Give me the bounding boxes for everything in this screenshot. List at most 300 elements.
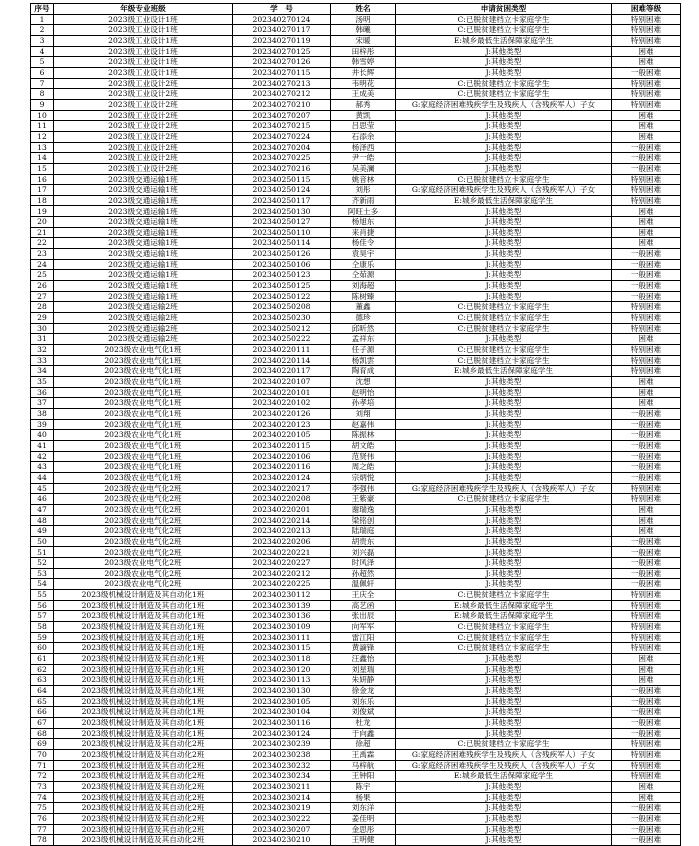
row-student-id: 202340270117 [233,25,331,36]
row-student-id: 202340220227 [233,558,331,569]
row-class: 2023级农业电气化1班 [54,366,233,377]
header-row [31,4,681,15]
row-poverty-type: J:其他类型 [396,217,612,228]
row-class: 2023级工业设计2班 [54,163,233,174]
table-row [31,430,681,441]
row-name: 胡贵东 [331,536,396,547]
row-name: 李强伟 [331,483,396,494]
row-name: 周之皓 [331,462,396,473]
row-class: 2023级工业设计1班 [54,67,233,78]
row-difficulty-level: 特别困难 [612,99,681,110]
table-row [31,142,681,153]
row-student-id: 202340230232 [233,760,331,771]
row-class: 2023级机械设计制造及其自动化1班 [54,717,233,728]
row-name: 井长辉 [331,67,396,78]
row-poverty-type: J:其他类型 [396,717,612,728]
row-seq: 62 [31,664,54,675]
row-class: 2023级交通运输1班 [54,174,233,185]
row-name: 刘东洋 [331,803,396,814]
row-class: 2023级交通运输1班 [54,195,233,206]
row-class: 2023级交通运输1班 [54,217,233,228]
row-difficulty-level: 一般困难 [612,163,681,174]
table-row [31,813,681,824]
row-student-id: 202340270125 [233,46,331,57]
row-student-id: 202340250106 [233,259,331,270]
row-class: 2023级机械设计制造及其自动化1班 [54,686,233,697]
row-poverty-type: J:其他类型 [396,813,612,824]
row-difficulty-level: 特别困难 [612,35,681,46]
row-class: 2023级工业设计1班 [54,57,233,68]
row-class: 2023级农业电气化2班 [54,568,233,579]
row-difficulty-level: 一般困难 [612,142,681,153]
row-name: 张出辰 [331,611,396,622]
row-poverty-type: J:其他类型 [396,249,612,260]
row-class: 2023级交通运输2班 [54,313,233,324]
row-class: 2023级机械设计制造及其自动化1班 [54,664,233,675]
row-class: 2023级农业电气化1班 [54,398,233,409]
row-poverty-type: G:家庭经济困难残疾学生及残疾人（含残疾军人）子女 [396,749,612,760]
row-name: 任子源 [331,345,396,356]
row-class: 2023级工业设计2班 [54,142,233,153]
row-name: 吕思莹 [331,121,396,132]
row-class: 2023级交通运输1班 [54,238,233,249]
row-difficulty-level: 一般困难 [612,462,681,473]
row-student-id: 202340230115 [233,643,331,654]
table-row [31,781,681,792]
row-seq: 32 [31,345,54,356]
row-student-id: 202340230118 [233,654,331,665]
row-seq: 72 [31,771,54,782]
row-poverty-type: C:已脱贫建档立卡家庭学生 [396,313,612,324]
row-seq: 25 [31,270,54,281]
row-seq: 12 [31,131,54,142]
row-class: 2023级交通运输1班 [54,270,233,281]
row-student-id: 202340220126 [233,408,331,419]
table-row [31,558,681,569]
row-poverty-type: J:其他类型 [396,696,612,707]
row-name: 王紫豪 [331,494,396,505]
row-student-id: 202340230105 [233,696,331,707]
table-row [31,664,681,675]
row-poverty-type: J:其他类型 [396,686,612,697]
row-class: 2023级工业设计1班 [54,35,233,46]
row-name: 王禹霖 [331,749,396,760]
row-class: 2023级机械设计制造及其自动化2班 [54,781,233,792]
table-row [31,57,681,68]
row-student-id: 202340220213 [233,526,331,537]
table-row [31,675,681,686]
table-row [31,419,681,430]
row-seq: 76 [31,813,54,824]
row-name: 黄謫锋 [331,643,396,654]
row-poverty-type: J:其他类型 [396,664,612,675]
table-row [31,334,681,345]
row-poverty-type: J:其他类型 [396,419,612,430]
table-row [31,345,681,356]
table-row [31,249,681,260]
row-student-id: 202340250125 [233,281,331,292]
row-name: 董鑫 [331,302,396,313]
row-difficulty-level: 困难 [612,526,681,537]
row-name: 刘东乐 [331,696,396,707]
row-poverty-type: J:其他类型 [396,568,612,579]
row-poverty-type: J:其他类型 [396,430,612,441]
row-student-id: 202340230214 [233,792,331,803]
row-student-id: 202340220214 [233,515,331,526]
row-student-id: 202340230113 [233,675,331,686]
row-class: 2023级交通运输1班 [54,206,233,217]
row-poverty-type: J:其他类型 [396,835,612,846]
row-student-id: 202340250126 [233,249,331,260]
table-row [31,462,681,473]
table-row [31,760,681,771]
table-row [31,717,681,728]
row-name: 孙孝培 [331,398,396,409]
row-poverty-type: E:城乡最低生活保障家庭学生 [396,195,612,206]
row-poverty-type: J:其他类型 [396,536,612,547]
row-seq: 54 [31,579,54,590]
row-poverty-type: J:其他类型 [396,131,612,142]
row-student-id: 202340250127 [233,217,331,228]
row-poverty-type: E:城乡最低生活保障家庭学生 [396,611,612,622]
row-class: 2023级机械设计制造及其自动化2班 [54,792,233,803]
row-poverty-type: J:其他类型 [396,781,612,792]
row-class: 2023级农业电气化2班 [54,526,233,537]
row-name: 杨旭东 [331,217,396,228]
row-class: 2023级交通运输1班 [54,259,233,270]
row-name: 姜佳明 [331,813,396,824]
row-seq: 1 [31,14,54,25]
row-name: 陆瑞庭 [331,526,396,537]
row-difficulty-level: 一般困难 [612,696,681,707]
row-difficulty-level: 困难 [612,515,681,526]
row-student-id: 202340270215 [233,121,331,132]
row-student-id: 202340230124 [233,728,331,739]
row-poverty-type: J:其他类型 [396,547,612,558]
row-class: 2023级机械设计制造及其自动化1班 [54,696,233,707]
row-student-id: 202340220114 [233,355,331,366]
table-row [31,131,681,142]
row-name: 刘俊斌 [331,707,396,718]
row-name: 宗炳悦 [331,472,396,483]
row-seq: 67 [31,717,54,728]
row-class: 2023级农业电气化1班 [54,472,233,483]
row-seq: 73 [31,781,54,792]
row-student-id: 202340230222 [233,813,331,824]
row-student-id: 202340220201 [233,504,331,515]
row-class: 2023级工业设计1班 [54,14,233,25]
row-difficulty-level: 一般困难 [612,67,681,78]
row-poverty-type: C:已脱贫建档立卡家庭学生 [396,590,612,601]
row-poverty-type: C:已脱贫建档立卡家庭学生 [396,302,612,313]
row-seq: 41 [31,440,54,451]
row-name: 杨果 [331,792,396,803]
table-row [31,579,681,590]
row-class: 2023级工业设计1班 [54,46,233,57]
table-row [31,291,681,302]
table-row [31,217,681,228]
row-name: 孟祥东 [331,334,396,345]
row-poverty-type: J:其他类型 [396,526,612,537]
row-class: 2023级机械设计制造及其自动化1班 [54,600,233,611]
row-class: 2023级机械设计制造及其自动化1班 [54,611,233,622]
row-poverty-type: C:已脱贫建档立卡家庭学生 [396,643,612,654]
row-name: 陈树臻 [331,291,396,302]
row-name: 沈想 [331,376,396,387]
row-poverty-type: E:城乡最低生活保障家庭学生 [396,366,612,377]
row-difficulty-level: 困难 [612,121,681,132]
row-class: 2023级机械设计制造及其自动化2班 [54,813,233,824]
row-seq: 34 [31,366,54,377]
header-difficulty-level: 困难等级 [612,4,681,15]
row-difficulty-level: 特别困难 [612,494,681,505]
row-name: 温佩轩 [331,579,396,590]
row-name: 杜龙 [331,717,396,728]
row-name: 齐新雨 [331,195,396,206]
row-seq: 74 [31,792,54,803]
row-seq: 30 [31,323,54,334]
row-name: 范贤伟 [331,451,396,462]
row-name: 徐超 [331,739,396,750]
row-seq: 69 [31,739,54,750]
table-row [31,515,681,526]
row-seq: 7 [31,78,54,89]
row-class: 2023级农业电气化1班 [54,408,233,419]
row-name: 王成美 [331,89,396,100]
row-student-id: 202340230139 [233,600,331,611]
row-student-id: 202340250110 [233,227,331,238]
row-difficulty-level: 特别困难 [612,174,681,185]
row-class: 2023级农业电气化2班 [54,558,233,569]
row-poverty-type: J:其他类型 [396,163,612,174]
row-difficulty-level: 特别困难 [612,313,681,324]
row-difficulty-level: 一般困难 [612,568,681,579]
row-poverty-type: C:已脱贫建档立卡家庭学生 [396,25,612,36]
row-class: 2023级农业电气化1班 [54,451,233,462]
row-seq: 40 [31,430,54,441]
row-difficulty-level: 特别困难 [612,749,681,760]
row-student-id: 202340270210 [233,99,331,110]
row-name: 于向鑫 [331,728,396,739]
row-name: 谢瑞逸 [331,504,396,515]
row-seq: 38 [31,408,54,419]
row-class: 2023级工业设计2班 [54,121,233,132]
row-seq: 56 [31,600,54,611]
row-seq: 46 [31,494,54,505]
row-name: 来肖捷 [331,227,396,238]
row-seq: 8 [31,89,54,100]
row-difficulty-level: 特别困难 [612,366,681,377]
row-poverty-type: J:其他类型 [396,142,612,153]
row-poverty-type: E:城乡最低生活保障家庭学生 [396,600,612,611]
table-row [31,259,681,270]
table-row [31,440,681,451]
row-difficulty-level: 困难 [612,675,681,686]
row-student-id: 202340230130 [233,686,331,697]
table-row [31,686,681,697]
row-seq: 10 [31,110,54,121]
row-poverty-type: G:家庭经济困难残疾学生及残疾人（含残疾军人）子女 [396,185,612,196]
row-name: 金思彤 [331,824,396,835]
row-seq: 13 [31,142,54,153]
row-poverty-type: C:已脱贫建档立卡家庭学生 [396,14,612,25]
row-difficulty-level: 困难 [612,227,681,238]
row-difficulty-level: 一般困难 [612,835,681,846]
row-poverty-type: J:其他类型 [396,515,612,526]
row-seq: 43 [31,462,54,473]
row-name: 徐金龙 [331,686,396,697]
row-class: 2023级农业电气化2班 [54,536,233,547]
table-row [31,803,681,814]
row-seq: 16 [31,174,54,185]
row-seq: 17 [31,185,54,196]
row-poverty-type: J:其他类型 [396,728,612,739]
row-poverty-type: C:已脱贫建档立卡家庭学生 [396,89,612,100]
row-difficulty-level: 特别困难 [612,643,681,654]
row-poverty-type: J:其他类型 [396,579,612,590]
row-difficulty-level: 困难 [612,398,681,409]
row-seq: 2 [31,25,54,36]
row-seq: 63 [31,675,54,686]
row-student-id: 202340230219 [233,803,331,814]
table-row [31,504,681,515]
table-row [31,121,681,132]
row-student-id: 202340220123 [233,419,331,430]
row-student-id: 202340220124 [233,472,331,483]
row-difficulty-level: 困难 [612,206,681,217]
row-class: 2023级机械设计制造及其自动化2班 [54,824,233,835]
row-poverty-type: J:其他类型 [396,270,612,281]
row-name: 雷江阳 [331,632,396,643]
row-seq: 3 [31,35,54,46]
table-row [31,590,681,601]
row-class: 2023级交通运输1班 [54,249,233,260]
table-row [31,536,681,547]
row-difficulty-level: 特别困难 [612,739,681,750]
row-class: 2023级机械设计制造及其自动化2班 [54,835,233,846]
row-name: 杨泽西 [331,142,396,153]
row-seq: 15 [31,163,54,174]
table-row [31,174,681,185]
row-class: 2023级农业电气化1班 [54,440,233,451]
row-difficulty-level: 特别困难 [612,185,681,196]
row-poverty-type: J:其他类型 [396,46,612,57]
table-row [31,25,681,36]
row-student-id: 202340220115 [233,440,331,451]
row-seq: 58 [31,622,54,633]
table-row [31,206,681,217]
row-name: 袁昊宇 [331,249,396,260]
row-name: 王钟阳 [331,771,396,782]
row-seq: 52 [31,558,54,569]
row-poverty-type: J:其他类型 [396,440,612,451]
row-poverty-type: J:其他类型 [396,707,612,718]
row-poverty-type: C:已脱贫建档立卡家庭学生 [396,632,612,643]
row-name: 王明健 [331,835,396,846]
row-difficulty-level: 困难 [612,781,681,792]
row-poverty-type: J:其他类型 [396,121,612,132]
row-student-id: 202340270124 [233,14,331,25]
row-difficulty-level: 特别困难 [612,195,681,206]
row-student-id: 202340250122 [233,291,331,302]
row-student-id: 202340270216 [233,163,331,174]
row-difficulty-level: 一般困难 [612,249,681,260]
row-difficulty-level: 一般困难 [612,291,681,302]
row-class: 2023级工业设计2班 [54,153,233,164]
table-row [31,739,681,750]
row-difficulty-level: 特别困难 [612,345,681,356]
row-seq: 68 [31,728,54,739]
row-seq: 66 [31,707,54,718]
row-student-id: 202340220208 [233,494,331,505]
row-class: 2023级机械设计制造及其自动化1班 [54,707,233,718]
row-student-id: 202340220206 [233,536,331,547]
row-class: 2023级工业设计2班 [54,78,233,89]
row-class: 2023级机械设计制造及其自动化1班 [54,643,233,654]
row-difficulty-level: 特别困难 [612,323,681,334]
row-poverty-type: J:其他类型 [396,451,612,462]
row-name: 黄凯 [331,110,396,121]
row-poverty-type: J:其他类型 [396,67,612,78]
table-row [31,323,681,334]
row-name: 马梓航 [331,760,396,771]
row-name: 杨凯雲 [331,355,396,366]
row-difficulty-level: 特别困难 [612,771,681,782]
row-class: 2023级农业电气化2班 [54,515,233,526]
row-difficulty-level: 特别困难 [612,760,681,771]
row-difficulty-level: 一般困难 [612,728,681,739]
row-student-id: 202340230112 [233,590,331,601]
row-class: 2023级机械设计制造及其自动化2班 [54,803,233,814]
row-poverty-type: C:已脱贫建档立卡家庭学生 [396,494,612,505]
table-row [31,696,681,707]
row-poverty-type: G:家庭经济困难残疾学生及残疾人（含残疾军人）子女 [396,760,612,771]
row-difficulty-level: 一般困难 [612,707,681,718]
row-name: 朱妍静 [331,675,396,686]
table-row [31,227,681,238]
row-difficulty-level: 困难 [612,238,681,249]
row-name: 胡文皓 [331,440,396,451]
row-name: 姚音林 [331,174,396,185]
table-row [31,568,681,579]
row-name: 仝茹源 [331,270,396,281]
row-name: 孙超然 [331,568,396,579]
row-student-id: 202340270126 [233,57,331,68]
header-seq: 序号 [31,4,54,15]
row-difficulty-level: 特别困难 [612,302,681,313]
row-seq: 11 [31,121,54,132]
row-student-id: 202340220106 [233,451,331,462]
table-row [31,494,681,505]
row-difficulty-level: 一般困难 [612,259,681,270]
row-difficulty-level: 一般困难 [612,281,681,292]
row-poverty-type: J:其他类型 [396,504,612,515]
row-class: 2023级农业电气化1班 [54,355,233,366]
row-student-id: 202340220107 [233,376,331,387]
row-difficulty-level: 特别困难 [612,622,681,633]
row-student-id: 202340250212 [233,323,331,334]
row-name: 韩曦 [331,25,396,36]
table-row [31,526,681,537]
table-row [31,99,681,110]
row-class: 2023级机械设计制造及其自动化1班 [54,632,233,643]
row-difficulty-level: 困难 [612,46,681,57]
table-row [31,195,681,206]
row-seq: 57 [31,611,54,622]
row-poverty-type: C:已脱贫建档立卡家庭学生 [396,345,612,356]
table-row [31,110,681,121]
row-seq: 26 [31,281,54,292]
